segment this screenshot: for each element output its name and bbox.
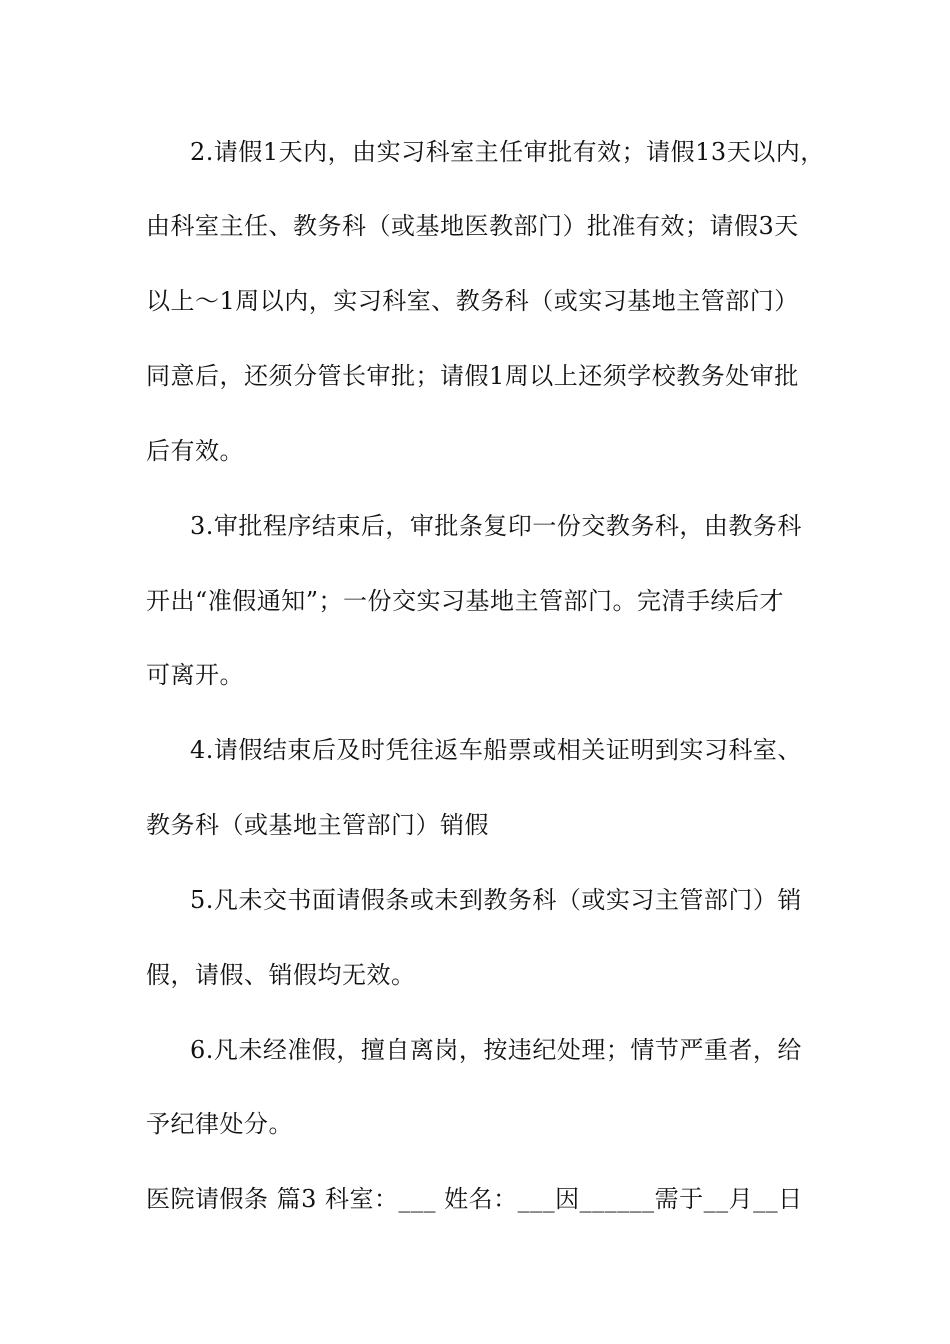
paragraph-6-line-2: 予纪律处分。: [146, 1110, 293, 1138]
paragraph-6-line-1: 6.凡未经准假，擅自离岗，按违纪处理；情节严重者，给: [190, 1036, 802, 1064]
paragraph-3-line-2: 开出“准假通知”；一份交实习基地主管部门。完清手续后才: [146, 587, 785, 615]
paragraph-4-line-2: 教务科（或基地主管部门）销假: [146, 811, 489, 839]
paragraph-3-line-1: 3.审批程序结束后，审批条复印一份交教务科，由教务科: [190, 512, 802, 540]
paragraph-2-line-5: 后有效。: [146, 437, 244, 465]
paragraph-2-line-1: 2.请假1天内，由实习科室主任审批有效；请假13天以内，: [190, 138, 825, 166]
paragraph-4-line-1: 4.请假结束后及时凭往返车船票或相关证明到实习科室、: [190, 736, 802, 764]
paragraph-3-line-3: 可离开。: [146, 661, 244, 689]
paragraph-2-line-2: 由科室主任、教务科（或基地医教部门）批准有效；请假3天: [146, 212, 799, 240]
paragraph-2-line-4: 同意后，还须分管长审批；请假1周以上还须学校教务处审批: [146, 362, 799, 390]
paragraph-5-line-1: 5.凡未交书面请假条或未到教务科（或实习主管部门）销: [190, 886, 802, 914]
paragraph-5-line-2: 假，请假、销假均无效。: [146, 961, 416, 989]
leave-form-heading-line: 医院请假条 篇3 科室：___ 姓名：___因______需于__月__日: [146, 1185, 803, 1213]
paragraph-2-line-3: 以上～1周以内，实习科室、教务科（或实习基地主管部门）: [146, 287, 799, 315]
